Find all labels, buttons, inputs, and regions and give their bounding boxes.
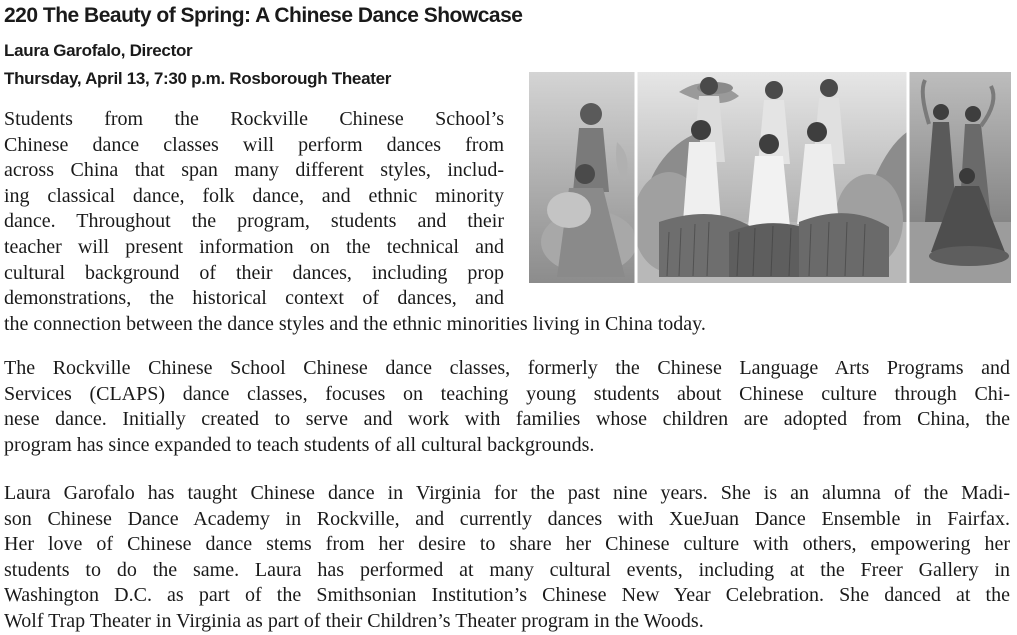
- paragraph-director-bio: [4, 481, 1010, 635]
- paragraph-line: Services (CLAPS) dance classes, focuses on teaching young students about Chinese culture through Chi-: [4, 382, 1010, 405]
- paragraph-line: Washington D.C. as part of the Smithsonian Institution’s Chinese New Year Celebration. She danced at the: [4, 584, 1010, 607]
- photo-panel-center: [633, 72, 909, 283]
- paragraph-line: across China that span many different styles, includ-: [4, 159, 504, 182]
- paragraph-line: nese dance. Initially created to serve and work with families whose children are adopted from China, the: [4, 408, 1010, 431]
- paragraph-line: son Chinese Dance Academy in Rockville, and currently dances with XueJuan Dance Ensemble in Fairfax.: [4, 507, 1010, 530]
- paragraph-line: program has since expanded to teach students of all cultural backgrounds.: [4, 433, 595, 456]
- paragraph-line: students to do the same. Laura has performed at many cultural events, including at the Freer Gallery in: [4, 558, 1010, 581]
- date-venue-line: Thursday, April 13, 7:30 p.m. Rosborough Theater: [4, 69, 392, 88]
- paragraph-line: Chinese dance classes will perform dances from: [4, 133, 504, 156]
- paragraph-line: Laura Garofalo has taught Chinese dance in Virginia for the past nine years. She is an alumna of the Madi-: [4, 482, 1010, 504]
- paragraph-line: Students from the Rockville Chinese School’s: [4, 108, 504, 130]
- photo-panel-left: [529, 72, 639, 283]
- paragraph-line: cultural background of their dances, including prop: [4, 261, 504, 284]
- paragraph-classes: [4, 356, 1010, 458]
- article-title: 220 The Beauty of Spring: A Chinese Dance Showcase: [4, 4, 523, 27]
- photo-panel-right: [907, 72, 1011, 283]
- dance-photo-collage: [529, 72, 1011, 283]
- paragraph-line: teacher will present information on the technical and: [4, 235, 504, 258]
- paragraph-line: Her love of Chinese dance stems from her desire to share her Chinese culture with others, empowering her: [4, 533, 1010, 556]
- article: [4, 0, 1012, 632]
- paragraph-line: The Rockville Chinese School Chinese dance classes, formerly the Chinese Language Arts Programs and: [4, 357, 1010, 379]
- paragraph-line: the connection between the dance styles and the ethnic minorities living in China today.: [4, 312, 706, 335]
- paragraph-line: Wolf Trap Theater in Virginia as part of their Children’s Theater program in the Woods.: [4, 609, 704, 632]
- director-line: Laura Garofalo, Director: [4, 41, 193, 60]
- paragraph-line: ing classical dance, folk dance, and ethnic minority: [4, 184, 504, 207]
- paragraph-line: dance. Throughout the program, students and their: [4, 210, 504, 233]
- paragraph-line: demonstrations, the historical context of dances, and: [4, 287, 504, 310]
